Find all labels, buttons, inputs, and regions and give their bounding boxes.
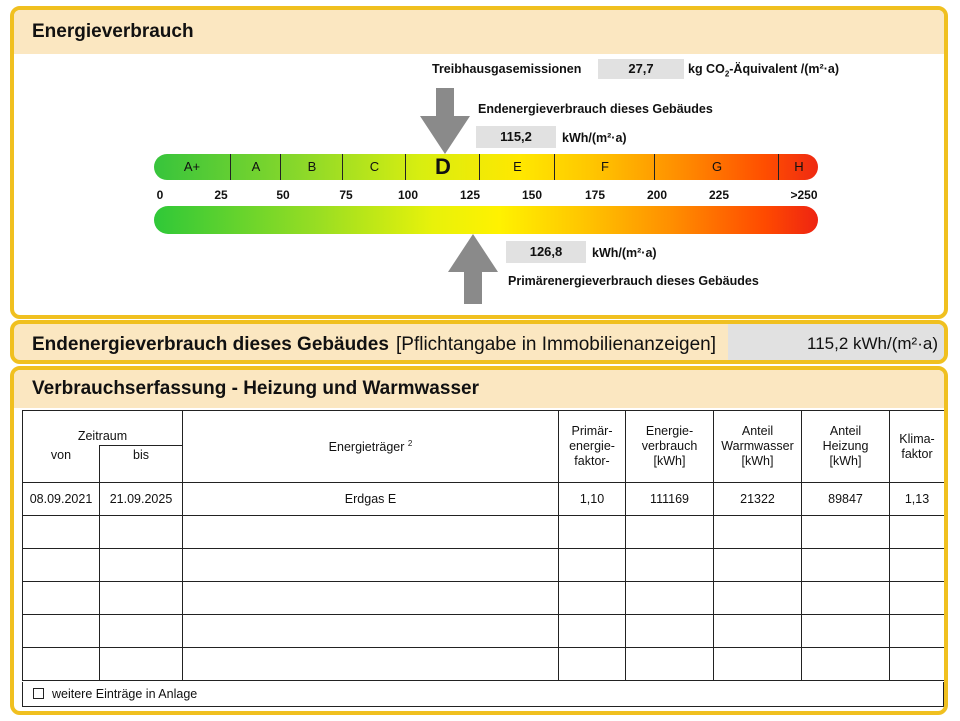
emissions-value: 27,7 [598, 59, 684, 79]
scale-tick: 150 [521, 188, 543, 202]
primary-factor-header: Primär- energie- faktor- [559, 411, 626, 483]
hot-water-header: Anteil Warmwasser [kWh] [714, 411, 802, 483]
summary-value: 115,2 kWh/(m²·a) [728, 324, 948, 360]
cell-carrier: Erdgas E [183, 483, 559, 516]
more-entries-label: weitere Einträge in Anlage [52, 687, 198, 701]
final-energy-arrow-icon [420, 88, 470, 154]
energy-panel [10, 6, 948, 319]
primary-energy-value: 126,8 [506, 241, 586, 263]
table-row-empty [23, 648, 945, 681]
more-entries-checkbox[interactable] [33, 688, 44, 699]
class-g: G [654, 154, 779, 180]
scale-tick: 125 [459, 188, 481, 202]
heating-header: Anteil Heizung [kWh] [802, 411, 890, 483]
scale-tick: 200 [646, 188, 668, 202]
emissions-label: Treibhausgasemissionen [432, 62, 582, 76]
table-row [23, 483, 945, 516]
scale-tick: 225 [708, 188, 730, 202]
energy-gradient-bar [154, 206, 818, 234]
table-row-empty [23, 582, 945, 615]
cell-to: 21.09.2025 [100, 483, 183, 516]
primary-energy-label: Primärenergieverbrauch dieses Gebäudes [508, 274, 759, 288]
scale-tick: 0 [156, 188, 164, 202]
energy-class-scale [154, 154, 818, 180]
table-row-empty [23, 615, 945, 648]
primary-energy-arrow-icon [448, 234, 498, 304]
scale-tick: 75 [339, 188, 353, 202]
cell-consumption: 111169 [626, 483, 714, 516]
energy-title: Energieverbrauch [14, 10, 944, 54]
primary-energy-unit: kWh/(m²·a) [592, 246, 657, 260]
consumption-panel [10, 366, 948, 715]
summary-panel [10, 320, 948, 364]
scale-tick: 25 [214, 188, 228, 202]
scale-tick: 100 [397, 188, 419, 202]
final-energy-label: Endenergieverbrauch dieses Gebäudes [478, 102, 713, 116]
class-a: A [230, 154, 281, 180]
cell-primary-factor: 1,10 [559, 483, 626, 516]
table-row-empty [23, 516, 945, 549]
consumption-title: Verbrauchserfassung - Heizung und Warmwasser [14, 370, 944, 408]
scale-tick: 175 [584, 188, 606, 202]
to-header: bis [100, 446, 183, 483]
consumption-header: Energie- verbrauch [kWh] [626, 411, 714, 483]
climate-factor-header: Klima- faktor [890, 411, 945, 483]
class-d-current: D [405, 154, 480, 180]
cell-hot-water: 21322 [714, 483, 802, 516]
cell-heating: 89847 [802, 483, 890, 516]
from-header: von [23, 446, 100, 483]
emissions-unit: kg $CO_2$-Äquivalent /(m²·a) [688, 62, 839, 79]
class-a-plus: A+ [183, 159, 201, 174]
cell-climate-factor: 1,13 [890, 483, 945, 516]
scale-tick: 50 [276, 188, 290, 202]
scale-tick: >250 [790, 188, 818, 202]
class-f: F [554, 154, 655, 180]
final-energy-unit: kWh/(m²·a) [562, 131, 627, 145]
summary-title: Endenergieverbrauch dieses Gebäudes [32, 334, 389, 355]
class-c: C [342, 154, 406, 180]
consumption-table [22, 410, 945, 681]
more-entries-row [22, 682, 944, 707]
carrier-header: Energieträger $^2$ [183, 411, 559, 483]
cell-from: 08.09.2021 [23, 483, 100, 516]
summary-note: [Pflichtangabe in Immobilienanzeigen] [396, 334, 717, 355]
class-e: E [479, 154, 555, 180]
class-b: B [280, 154, 343, 180]
final-energy-value: 115,2 [476, 126, 556, 148]
period-header: Zeitraum [23, 411, 183, 446]
class-h: H [778, 154, 818, 180]
table-row-empty [23, 549, 945, 582]
